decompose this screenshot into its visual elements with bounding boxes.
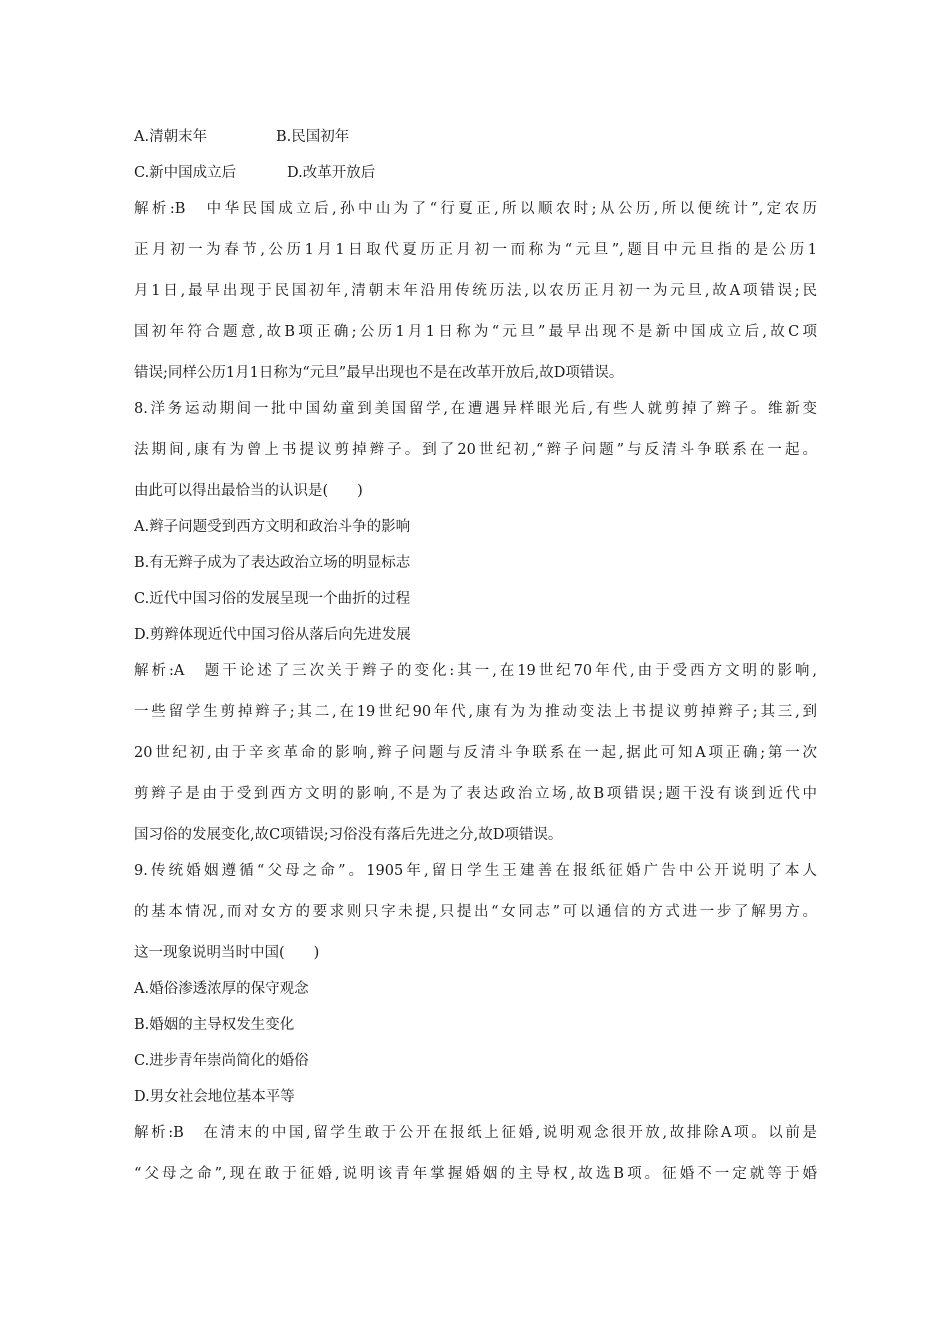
q8-stem-line: 由此可以得出最恰当的认识是( ) xyxy=(134,483,363,499)
q7-analysis-line: 解析:B 中华民国成立后,孙中山为了“行夏正,所以顺农时;从公历,所以便统计”,定农历 xyxy=(134,201,817,217)
q8-stem-line: 8.洋务运动期间一批中国幼童到美国留学,在遭遇异样眼光后,有些人就剪掉了辫子。维新变 xyxy=(134,401,817,417)
q7-option-d: D.改革开放后 xyxy=(287,165,376,181)
q8-option-a: A.辫子问题受到西方文明和政治斗争的影响 xyxy=(134,519,411,535)
q7-analysis-line: 国初年符合题意,故B项正确;公历1月1日称为“元旦”最早出现不是新中国成立后,故C项 xyxy=(134,324,817,340)
q8-analysis-line: 20世纪初,由于辛亥革命的影响,辫子问题与反清斗争联系在一起,据此可知A项正确;第一次 xyxy=(134,745,817,761)
q7-analysis-line: 正月初一为春节,公历1月1日取代夏历正月初一而称为“元旦”,题目中元旦指的是公历1 xyxy=(134,242,817,258)
q8-option-c: C.近代中国习俗的发展呈现一个曲折的过程 xyxy=(134,591,411,607)
q9-analysis-line: “父母之命”,现在敢于征婚,说明该青年掌握婚姻的主导权,故选B项。征婚不一定就等于婚 xyxy=(134,1166,817,1182)
q9-stem-line: 9.传统婚姻遵循“父母之命”。1905年,留日学生王建善在报纸征婚广告中公开说明了本人 xyxy=(134,863,817,879)
q8-stem-line: 法期间,康有为曾上书提议剪掉辫子。到了20世纪初,“辫子问题”与反清斗争联系在一起。 xyxy=(134,442,817,458)
q8-analysis-line: 解析:A 题干论述了三次关于辫子的变化:其一,在19世纪70年代,由于受西方文明的影响, xyxy=(134,663,817,679)
q8-analysis-line: 一些留学生剪掉辫子;其二,在19世纪90年代,康有为为推动变法上书提议剪掉辫子;其三,到 xyxy=(134,704,817,720)
q9-option-b: B.婚姻的主导权发生变化 xyxy=(134,1017,295,1033)
q9-analysis-line: 解析:B 在清末的中国,留学生敢于公开在报纸上征婚,说明观念很开放,故排除A项。以前是 xyxy=(134,1125,817,1141)
q9-stem-line: 的基本情况,而对女方的要求则只字未提,只提出“女同志”可以通信的方式进一步了解男方。 xyxy=(134,904,817,920)
q7-option-b: B.民国初年 xyxy=(276,129,350,145)
q8-analysis-line: 剪辫子是由于受到西方文明的影响,不是为了表达政治立场,故B项错误;题干没有谈到近代中 xyxy=(134,786,817,802)
q8-analysis-line: 国习俗的发展变化,故C项错误;习俗没有落后先进之分,故D项错误。 xyxy=(134,827,563,843)
q9-option-d: D.男女社会地位基本平等 xyxy=(134,1089,295,1105)
q7-option-c: C.新中国成立后 xyxy=(134,165,237,181)
q7-analysis-line: 错误;同样公历1月1日称为“元旦”最早出现也不是在改革开放后,故D项错误。 xyxy=(134,365,624,381)
q9-stem-line: 这一现象说明当时中国( ) xyxy=(134,945,320,961)
q9-option-c: C.进步青年崇尚简化的婚俗 xyxy=(134,1053,309,1069)
q9-option-a: A.婚俗渗透浓厚的保守观念 xyxy=(134,981,309,997)
q8-option-d: D.剪辫体现近代中国习俗从落后向先进发展 xyxy=(134,627,411,643)
q7-analysis-line: 月1日,最早出现于民国初年,清朝末年沿用传统历法,以农历正月初一为元旦,故A项错误;民 xyxy=(134,283,817,299)
q8-option-b: B.有无辫子成为了表达政治立场的明显标志 xyxy=(134,555,411,571)
q7-option-a: A.清朝末年 xyxy=(134,129,208,145)
